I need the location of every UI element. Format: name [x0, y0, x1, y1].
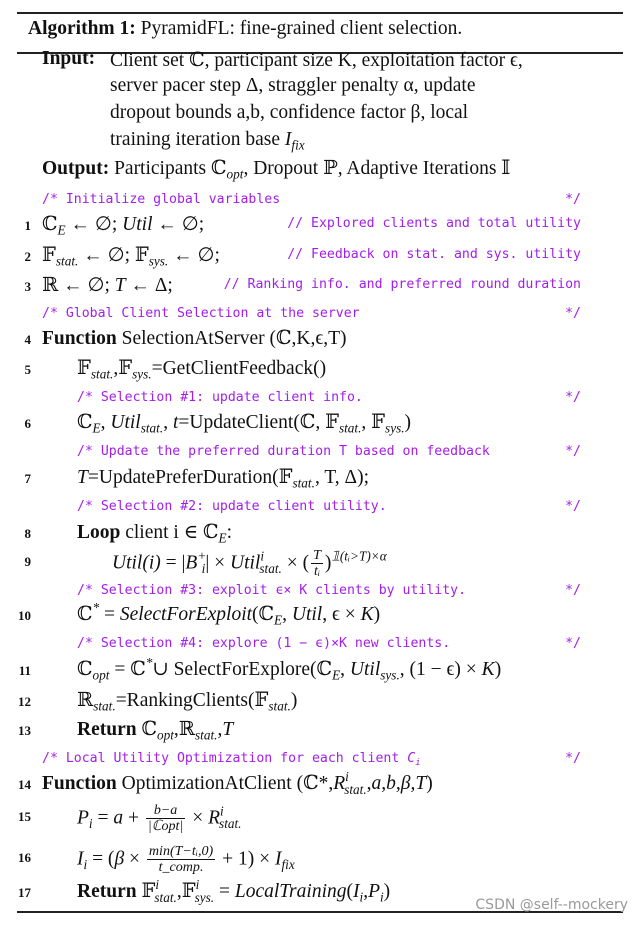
math-token: T	[114, 275, 126, 296]
inline-comment: // Feedback on stat. and sys. utility	[287, 247, 581, 262]
math-token: E	[57, 222, 66, 238]
math-token: ← ∅;	[168, 245, 220, 266]
math-token: /* Update the preferred duration T based on feedback	[77, 444, 490, 459]
statement	[42, 212, 204, 236]
math-token: P	[77, 807, 89, 829]
math-token: = (	[87, 848, 115, 870]
comment-line	[0, 438, 642, 466]
math-token: /* Selection #2: update client utility.	[77, 499, 387, 514]
algorithm-line	[0, 355, 642, 383]
math-token: Util(i)	[112, 552, 161, 574]
math-token: i	[195, 877, 200, 893]
math-token: i	[201, 561, 206, 577]
math-token: LocalTraining	[234, 881, 347, 902]
fraction-numerator: min(T−tᵢ,0)	[148, 843, 214, 859]
math-token: i	[88, 816, 93, 832]
algorithm-caption: PyramidFL: fine-grained client selection.	[135, 18, 463, 39]
statement	[112, 548, 387, 580]
comment-text	[77, 499, 387, 514]
math-token: sys.	[380, 667, 400, 683]
statement	[77, 803, 242, 835]
math-token: + 1) ×	[217, 848, 275, 870]
math-token: stat.	[259, 561, 282, 577]
math-token: +	[123, 807, 144, 829]
comment-line	[0, 745, 642, 773]
input-line	[110, 129, 305, 151]
input-label-text: Input:	[42, 48, 96, 69]
algorithm-line	[0, 547, 642, 580]
fraction-numerator: T	[313, 547, 321, 563]
math-token: stat.	[338, 420, 362, 436]
math-token: fix	[281, 857, 295, 873]
math-token: ,	[366, 773, 372, 794]
math-token: 𝔽	[77, 358, 91, 379]
output-sub: opt	[226, 166, 244, 182]
math-token: ℝ	[77, 690, 94, 711]
comment-text	[77, 583, 466, 598]
line-number: 15	[18, 809, 31, 824]
math-token: )	[290, 690, 298, 711]
math-token: )	[404, 412, 412, 433]
keyword: Return	[77, 881, 137, 902]
statement	[77, 717, 233, 741]
math-token: stat.	[195, 727, 218, 743]
math-token: stat.	[219, 816, 242, 832]
keyword: Function	[42, 773, 117, 794]
math-token: 𝔽	[42, 245, 56, 266]
line-number: 13	[18, 723, 31, 738]
math-token: ← ∅; 𝔽	[78, 245, 149, 266]
math-token: stat.	[268, 698, 291, 714]
math-token: i	[345, 769, 349, 785]
math-token: stat.	[140, 420, 164, 436]
math-token: = |	[160, 552, 186, 574]
algorithm-line	[0, 802, 642, 835]
algorithm-line	[0, 770, 642, 798]
math-token: sys.	[148, 253, 169, 269]
output-label: Output:	[42, 158, 110, 179]
math-token: )	[426, 773, 433, 794]
fraction-numerator: b−a	[146, 803, 185, 819]
math-token: /* Global Client Selection at the server	[42, 306, 360, 321]
math-token: , ϵ ×	[322, 604, 361, 625]
line-number: 17	[18, 885, 31, 900]
math-token: ,	[282, 604, 292, 625]
statement	[42, 771, 433, 795]
watermark: CSDN @self--mockery	[475, 897, 628, 913]
statement	[77, 410, 411, 434]
algorithm-line	[0, 519, 642, 547]
math-token: i	[219, 803, 224, 819]
math-token: T	[222, 719, 234, 740]
algorithm-line	[0, 211, 642, 239]
line-number: 5	[24, 362, 31, 377]
math-token: ∪ SelectForExplore(ℂ	[152, 659, 333, 680]
math-token: ℂ	[77, 604, 93, 625]
math-token: =	[214, 881, 235, 902]
algorithm-title	[28, 18, 462, 40]
math-token: )	[324, 552, 332, 574]
math-token: a,b,β,T	[371, 773, 427, 794]
comment-end: */	[565, 751, 581, 766]
line-number: 4	[24, 332, 31, 347]
math-token: Util	[349, 659, 381, 680]
line-number: 6	[24, 416, 31, 431]
math-token: i	[155, 877, 159, 893]
math-token: 𝔽	[136, 881, 156, 902]
comment-end: */	[565, 636, 581, 651]
math-token: sys.	[385, 420, 405, 436]
math-token: ,	[363, 881, 369, 902]
algorithm-line	[0, 601, 642, 629]
math-token: K	[481, 659, 495, 680]
math-token: , 𝔽	[361, 412, 386, 433]
math-token: (ℂ	[252, 604, 275, 625]
math-token: ×	[187, 807, 209, 829]
math-token: i	[260, 548, 265, 564]
math-token: stat.	[292, 475, 315, 491]
algorithm-line	[0, 242, 642, 270]
comment-line	[0, 493, 642, 521]
statement	[42, 326, 347, 350]
algorithm-line	[0, 656, 642, 684]
fraction	[146, 803, 185, 835]
algorithm-line	[0, 464, 642, 492]
comment-text	[77, 390, 363, 405]
math-token: ,	[163, 412, 173, 433]
math-token: =	[92, 807, 114, 829]
math-token: Util	[291, 604, 323, 625]
keyword: Function	[42, 328, 117, 349]
math-token: R	[333, 773, 346, 794]
math-token: stat.	[55, 253, 79, 269]
input-label	[42, 48, 95, 70]
fraction-denominator: |ℂopt|	[147, 818, 184, 835]
math-token: /* Selection #3: exploit ϵ× K clients by utility.	[77, 583, 467, 598]
comment-end: */	[565, 583, 581, 598]
comment-end: */	[565, 306, 581, 321]
algorithm-line	[0, 687, 642, 715]
math-token: /* Initialize global variables	[42, 192, 281, 207]
math-token: i	[379, 889, 384, 905]
line-number: 9	[24, 554, 31, 569]
comment-line	[0, 630, 642, 658]
math-token: × (	[281, 552, 310, 574]
math-token: Util	[122, 214, 153, 235]
line-number: 16	[18, 850, 31, 865]
line-number: 2	[24, 249, 31, 264]
algorithm-line	[0, 325, 642, 353]
math-token: ×	[124, 848, 145, 870]
math-token: ℝ ← ∅;	[42, 275, 115, 296]
math-token: ,	[217, 719, 223, 740]
fraction	[147, 844, 215, 876]
line-number: 10	[18, 608, 31, 623]
math-token: ,	[100, 412, 111, 433]
math-token: +	[197, 548, 207, 564]
comment-text	[42, 751, 421, 769]
math-token: opt	[156, 727, 174, 743]
math-token: stat.	[154, 889, 177, 905]
comment-text	[42, 306, 360, 321]
math-token: /* Selection #1: update client info.	[77, 390, 363, 405]
output-text: , Dropout ℙ, Adaptive Iterations 𝕀	[243, 158, 511, 179]
math-token: i	[359, 889, 364, 905]
math-token: ← ∅;	[65, 214, 123, 235]
statement	[77, 356, 326, 380]
math-token: (	[346, 881, 353, 902]
math-token: a	[113, 807, 124, 829]
math-token: ← Δ;	[125, 275, 173, 296]
math-token: sys.	[194, 889, 215, 905]
math-token: =GetClientFeedback()	[151, 358, 327, 379]
statement	[77, 879, 390, 903]
comment-text	[77, 444, 490, 459]
math-token: *	[145, 655, 153, 671]
math-token: B	[185, 552, 198, 574]
inline-comment: // Ranking info. and preferred round duration	[223, 277, 581, 292]
math-token: 𝟙(tᵢ>T)×α	[331, 548, 387, 564]
math-token: ,𝔽	[176, 881, 196, 902]
math-token: I	[274, 848, 282, 870]
math-token: = ℂ	[109, 659, 146, 680]
input-var: I	[284, 129, 292, 150]
inline-comment: // Explored clients and total utility	[287, 216, 581, 231]
algorithm-line	[0, 272, 642, 300]
math-token: sys.	[132, 366, 152, 382]
line-number: 1	[24, 218, 31, 233]
math-token: /* Selection #4: explore (1 − ϵ)×K new clients.	[77, 636, 451, 651]
math-token: stat.	[93, 698, 116, 714]
math-token: SelectionAtServer (ℂ,K,ϵ,T)	[116, 328, 347, 349]
math-token: , T, Δ);	[314, 467, 370, 488]
math-token: ,𝔽	[113, 358, 133, 379]
math-token: ℂ	[77, 412, 93, 433]
math-token: I	[77, 848, 84, 870]
comment-line	[0, 300, 642, 328]
math-token: t	[172, 412, 179, 433]
input-line: server pacer step Δ, straggler penalty α, update	[110, 75, 476, 96]
input-line: Client set ℂ, participant size K, exploitation factor ϵ,	[110, 50, 523, 71]
fraction-denominator: tᵢ	[313, 563, 321, 580]
math-token: )	[494, 659, 502, 680]
math-token: ,ℝ	[173, 719, 196, 740]
math-token: P	[368, 881, 380, 902]
math-token: Util	[229, 552, 261, 574]
output-text: Participants ℂ	[109, 158, 227, 179]
comment-line	[0, 384, 642, 412]
math-token: =UpdateClient(ℂ, 𝔽	[178, 412, 339, 433]
math-token: E	[92, 420, 101, 436]
keyword: Return	[77, 719, 137, 740]
algorithm-line	[0, 716, 642, 744]
comment-end: */	[565, 499, 581, 514]
math-token: E	[332, 667, 341, 683]
math-token: R	[208, 807, 220, 829]
math-token: C	[407, 751, 416, 766]
math-token: client i ∈ ℂ	[120, 522, 219, 543]
line-number: 11	[18, 663, 31, 678]
statement	[77, 602, 380, 626]
algorithm-line	[0, 843, 642, 876]
math-token: ,	[340, 659, 350, 680]
input-text: training iteration base	[110, 129, 285, 150]
algorithm-label: Algorithm 1:	[28, 18, 136, 39]
math-token: =UpdatePreferDuration(𝔽	[87, 467, 293, 488]
comment-end: */	[565, 444, 581, 459]
algorithm-line	[0, 409, 642, 437]
line-number: 7	[24, 471, 31, 486]
output-line	[42, 156, 510, 180]
top-rule	[17, 12, 623, 14]
comment-text	[77, 636, 450, 651]
math-token: ℂ	[42, 214, 58, 235]
math-token: i	[415, 758, 421, 769]
math-token: stat.	[90, 366, 114, 382]
statement	[77, 657, 501, 681]
math-token: stat.	[344, 781, 367, 797]
math-token: E	[218, 530, 227, 546]
math-token: )	[383, 881, 391, 902]
math-token: E	[274, 612, 283, 628]
math-token: opt	[92, 667, 110, 683]
math-token: β	[114, 848, 125, 870]
math-token: i	[83, 857, 88, 873]
comment-line	[0, 186, 642, 214]
math-token: /* Local Utility Optimization for each client	[42, 751, 408, 766]
math-token: SelectForExploit	[119, 604, 253, 625]
line-number: 14	[18, 777, 31, 792]
math-token: T	[77, 467, 88, 488]
statement	[42, 273, 173, 297]
comment-text	[42, 192, 280, 207]
math-token: Util	[110, 412, 141, 433]
math-token: OptimizationAtClient (ℂ*,	[116, 773, 334, 794]
math-token: =	[99, 604, 120, 625]
fraction	[311, 548, 323, 580]
statement	[42, 243, 220, 267]
keyword: Loop	[77, 522, 121, 543]
math-token: =RankingClients(𝔽	[115, 690, 269, 711]
math-token: *	[92, 600, 100, 616]
statement	[77, 520, 232, 544]
math-token: I	[353, 881, 360, 902]
line-number: 3	[24, 279, 31, 294]
math-token: | ×	[205, 552, 230, 574]
comment-end: */	[565, 390, 581, 405]
math-token: , (1 − ϵ) ×	[399, 659, 482, 680]
comment-end: */	[565, 192, 581, 207]
statement	[77, 844, 295, 876]
math-token: )	[373, 604, 381, 625]
line-number: 8	[24, 526, 31, 541]
math-token: :	[226, 522, 233, 543]
line-number: 12	[18, 694, 31, 709]
statement	[77, 465, 369, 489]
math-token: ℂ	[77, 659, 93, 680]
math-token: ← ∅;	[152, 214, 205, 235]
input-line: dropout bounds a,b, confidence factor β, local	[110, 102, 469, 123]
fraction-denominator: t_comp.	[158, 859, 204, 876]
input-var-sub: fix	[291, 137, 305, 153]
statement	[77, 688, 297, 712]
math-token: K	[360, 604, 374, 625]
math-token: ℂ	[136, 719, 157, 740]
